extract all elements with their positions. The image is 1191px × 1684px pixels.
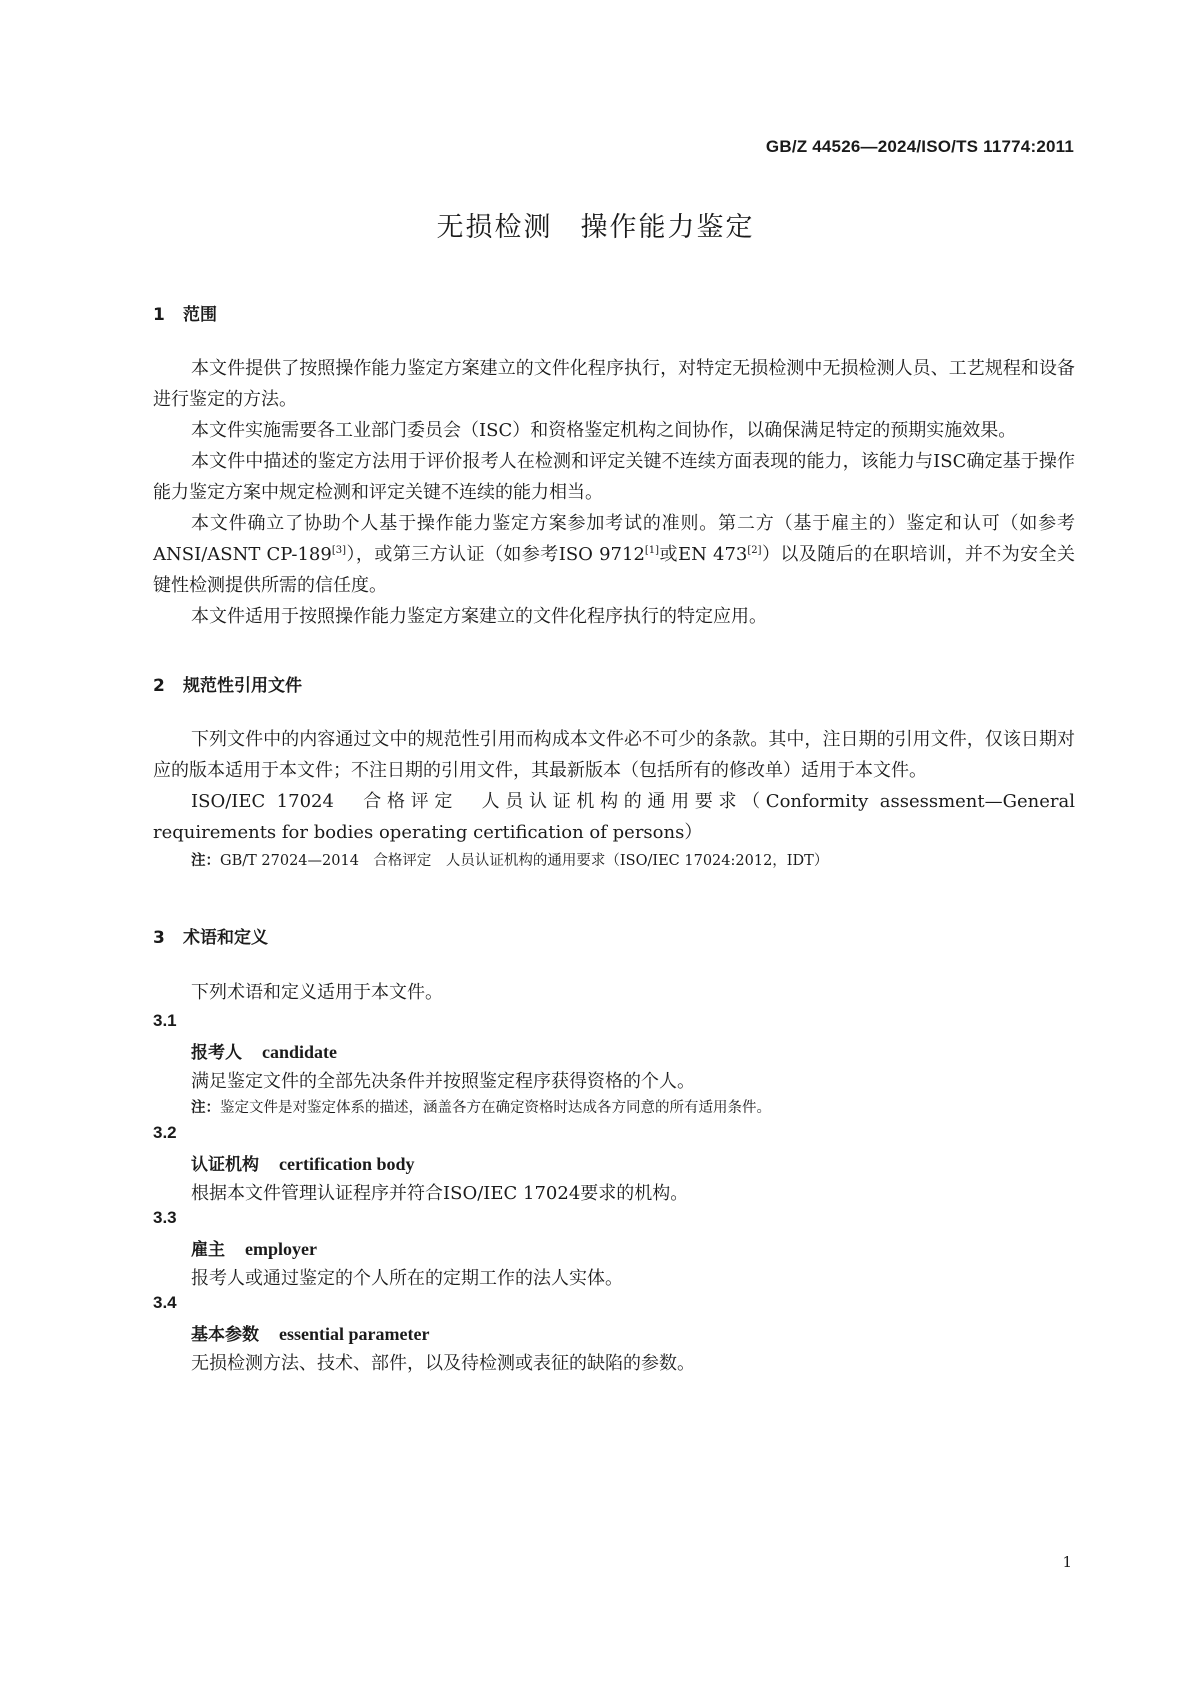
text: ）以及随后的在职培训，并不为安全关键性检测提供所需的信任度。: [153, 544, 1076, 596]
term-number: 3.4: [153, 1293, 177, 1312]
term-definition: 根据本文件管理认证程序并符合ISO/IEC 17024要求的机构。: [191, 1183, 689, 1204]
section-2-body: [153, 724, 1075, 872]
section-1-body: [153, 353, 1075, 632]
term-zh: 雇主: [191, 1240, 225, 1260]
page-number: 1: [1062, 1553, 1072, 1571]
term-number: 3.3: [153, 1208, 177, 1227]
document-title: [0, 205, 1191, 244]
section-number: 3: [153, 928, 165, 948]
term-en: essential parameter: [279, 1324, 430, 1344]
note-text: GB/T 27024—2014 合格评定 人员认证机构的通用要求（ISO/IEC 17024:2012，IDT）: [220, 853, 829, 869]
reference-1: [1]: [644, 545, 660, 556]
section-number: 1: [153, 305, 165, 325]
term-heading: [191, 1038, 337, 1063]
title-part-1: 无损检测: [436, 212, 553, 243]
term-definition: 无损检测方法、技术、部件，以及待检测或表征的缺陷的参数。: [191, 1353, 695, 1374]
note-label: 注：: [191, 853, 220, 869]
text: 或EN 473: [659, 544, 748, 565]
section-number: 2: [153, 676, 165, 696]
section-title: 范围: [183, 305, 217, 325]
term-en: employer: [245, 1239, 317, 1259]
section-3-heading: [153, 923, 268, 948]
paragraph: 本文件中描述的鉴定方法用于评价报考人在检测和评定关键不连续方面表现的能力，该能力与ISC确定基于操作能力鉴定方案中规定检测和评定关键不连续的能力相当。: [153, 451, 1075, 503]
term-en: certification body: [279, 1154, 415, 1174]
term-zh: 基本参数: [191, 1325, 259, 1345]
section-title: 术语和定义: [183, 928, 268, 948]
term-heading: [191, 1320, 429, 1345]
note-label: 注：: [191, 1100, 220, 1116]
term-number: 3.2: [153, 1123, 177, 1142]
section-title: 规范性引用文件: [183, 676, 302, 696]
note-text: 鉴定文件是对鉴定体系的描述，涵盖各方在确定资格时达成各方同意的所有适用条件。: [220, 1100, 771, 1116]
paragraph-with-references: [153, 508, 1075, 601]
term-definition: 满足鉴定文件的全部先决条件并按照鉴定程序获得资格的个人。: [191, 1071, 695, 1092]
title-part-2: 操作能力鉴定: [580, 212, 755, 243]
reference-2: [2]: [747, 545, 762, 556]
text: ），或第三方认证（如参考ISO 9712: [346, 544, 645, 565]
paragraph: 本文件实施需要各工业部门委员会（ISC）和资格鉴定机构之间协作，以确保满足特定的预期实施效果。: [191, 420, 1017, 441]
section-2-heading: [153, 671, 302, 696]
term-heading: [191, 1150, 414, 1175]
note: [153, 850, 1075, 872]
term-zh: 认证机构: [191, 1155, 259, 1175]
paragraph: 本文件适用于按照操作能力鉴定方案建立的文件化程序执行的特定应用。: [191, 606, 767, 627]
term-note: [191, 1096, 771, 1117]
text: 本文件确立了协助个人基于操作能力鉴定方案参加考试的准则。第二方（基于雇主的）鉴定和认可（如参考ANSI/ASNT CP-189: [153, 513, 1075, 565]
reference-3: [3]: [331, 545, 347, 556]
term-number: 3.1: [153, 1011, 177, 1030]
normative-reference: ISO/IEC 17024 合格评定 人员认证机构的通用要求（Conformity assessment—General requirements for bodies operating certification of persons）: [153, 791, 1075, 843]
paragraph: 下列术语和定义适用于本文件。: [191, 982, 443, 1003]
paragraph: 下列文件中的内容通过文中的规范性引用而构成本文件必不可少的条款。其中，注日期的引用文件，仅该日期对应的版本适用于本文件；不注日期的引用文件，其最新版本（包括所有的修改单）适用于本文件。: [153, 729, 1075, 781]
section-1-heading: [153, 300, 217, 325]
term-zh: 报考人: [191, 1043, 242, 1063]
term-heading: [191, 1235, 317, 1260]
paragraph: 本文件提供了按照操作能力鉴定方案建立的文件化程序执行，对特定无损检测中无损检测人员、工艺规程和设备进行鉴定的方法。: [153, 358, 1075, 410]
section-3-intro: [153, 977, 1075, 1008]
term-en: candidate: [262, 1042, 338, 1062]
term-definition: 报考人或通过鉴定的个人所在的定期工作的法人实体。: [191, 1268, 623, 1289]
document-code: GB/Z 44526—2024/ISO/TS 11774:2011: [765, 137, 1074, 156]
